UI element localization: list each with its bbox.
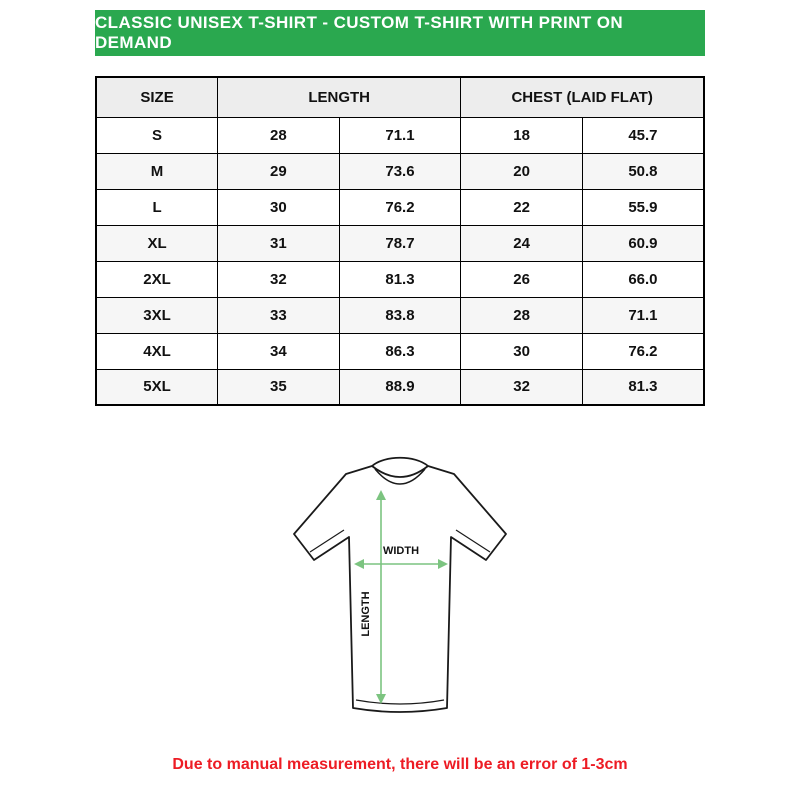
page-title: CLASSIC UNISEX T-SHIRT - CUSTOM T-SHIRT WITH PRINT ON DEMAND	[95, 13, 624, 52]
table-row	[96, 189, 704, 225]
table-row	[96, 261, 704, 297]
tshirt-measurement-diagram	[250, 442, 550, 742]
cell-chest-in: 32	[461, 369, 583, 405]
width-label: WIDTH	[382, 545, 420, 557]
cell-chest-in: 30	[461, 333, 583, 369]
cell-length-cm: 86.3	[339, 333, 461, 369]
cell-chest-cm: 45.7	[582, 117, 704, 153]
cell-chest-in: 20	[461, 153, 583, 189]
cell-length-in: 28	[218, 117, 340, 153]
table-row	[96, 333, 704, 369]
cell-length-cm: 88.9	[339, 369, 461, 405]
cell-chest-cm: 66.0	[582, 261, 704, 297]
table-row	[96, 369, 704, 405]
cell-length-cm: 71.1	[339, 117, 461, 153]
measurement-error-note: Due to manual measurement, there will be an error of 1-3cm	[172, 756, 628, 773]
cell-length-in: 30	[218, 189, 340, 225]
cell-chest-cm: 50.8	[582, 153, 704, 189]
col-header-chest: CHEST (LAID FLAT)	[461, 77, 704, 117]
cell-length-cm: 76.2	[339, 189, 461, 225]
table-row	[96, 117, 704, 153]
cell-size: 5XL	[96, 369, 218, 405]
cell-length-cm: 81.3	[339, 261, 461, 297]
cell-chest-in: 18	[461, 117, 583, 153]
cell-length-in: 35	[218, 369, 340, 405]
cell-length-in: 33	[218, 297, 340, 333]
cell-chest-cm: 76.2	[582, 333, 704, 369]
cell-size: 4XL	[96, 333, 218, 369]
cell-chest-in: 26	[461, 261, 583, 297]
cell-length-in: 32	[218, 261, 340, 297]
col-header-length: LENGTH	[218, 77, 461, 117]
cell-length-cm: 83.8	[339, 297, 461, 333]
cell-length-in: 34	[218, 333, 340, 369]
cell-chest-cm: 60.9	[582, 225, 704, 261]
cell-chest-cm: 55.9	[582, 189, 704, 225]
tshirt-outline-icon	[250, 442, 550, 742]
cell-chest-in: 28	[461, 297, 583, 333]
title-banner	[95, 10, 705, 56]
cell-chest-cm: 71.1	[582, 297, 704, 333]
cell-length-in: 31	[218, 225, 340, 261]
cell-size: 2XL	[96, 261, 218, 297]
cell-length-cm: 78.7	[339, 225, 461, 261]
cell-size: 3XL	[96, 297, 218, 333]
cell-size: M	[96, 153, 218, 189]
table-row	[96, 297, 704, 333]
cell-chest-in: 22	[461, 189, 583, 225]
cell-chest-cm: 81.3	[582, 369, 704, 405]
size-chart-table	[95, 76, 705, 406]
table-row	[96, 225, 704, 261]
col-header-size: SIZE	[96, 77, 218, 117]
cell-size: S	[96, 117, 218, 153]
table-row	[96, 153, 704, 189]
cell-chest-in: 24	[461, 225, 583, 261]
length-label: LENGTH	[360, 591, 372, 637]
cell-length-cm: 73.6	[339, 153, 461, 189]
cell-size: L	[96, 189, 218, 225]
cell-length-in: 29	[218, 153, 340, 189]
table-header-row	[96, 77, 704, 117]
cell-size: XL	[96, 225, 218, 261]
